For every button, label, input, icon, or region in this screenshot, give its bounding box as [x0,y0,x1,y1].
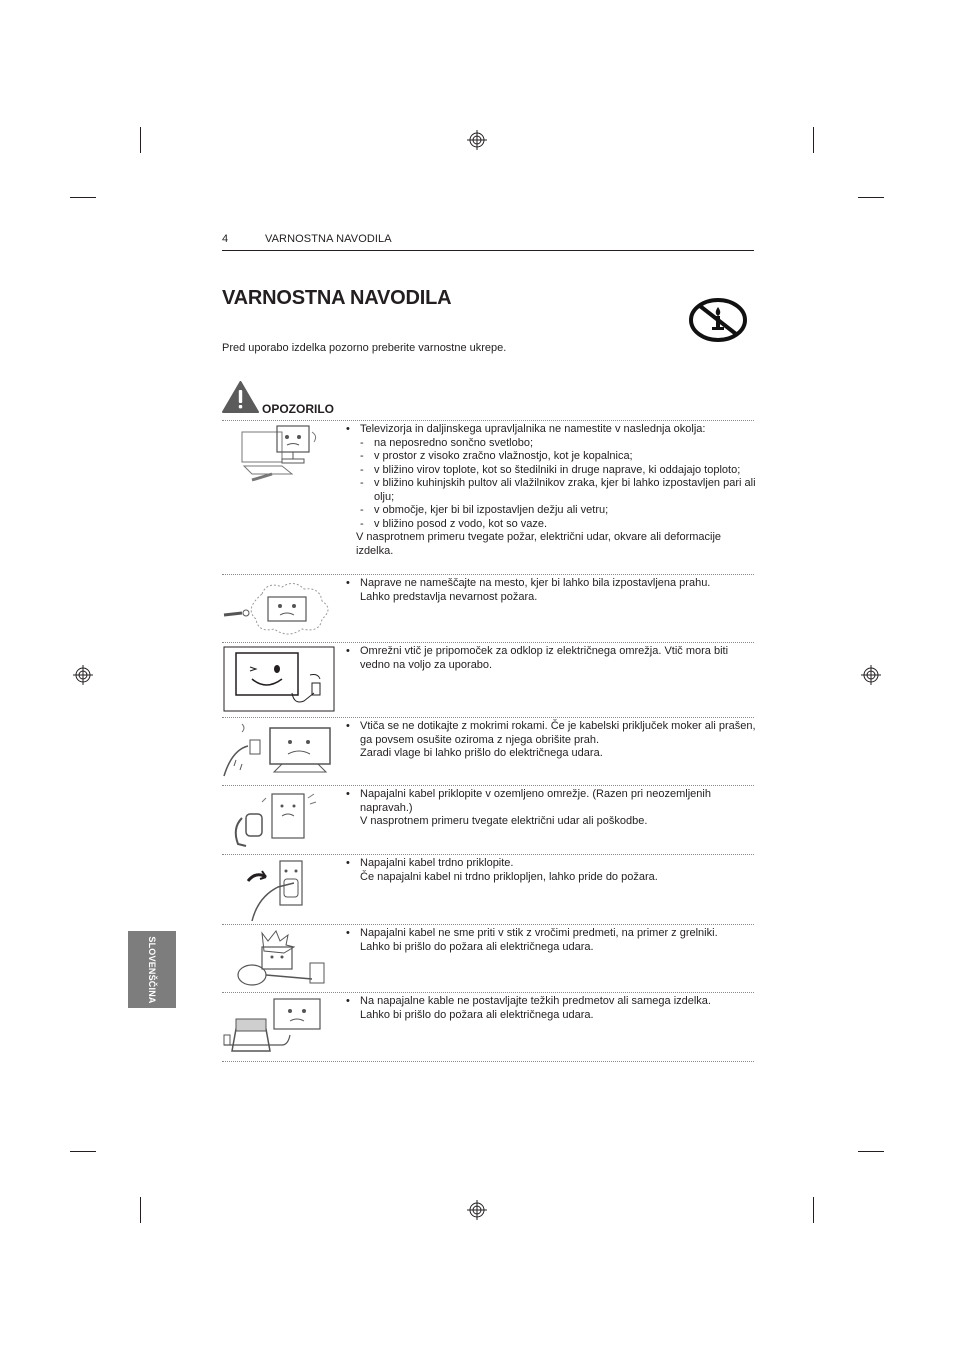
list-item [222,785,754,855]
instruction-text: • Vtiča se ne dotikajte z mokrimi rokami. Če je kabelski priključek moker ali prašen, ga povsem osušite oziroma z njega obrišite prah. Zaradi vlage bi lahko prišlo do električnega udara. [346,720,756,759]
instruction-text: • Napajalni kabel trdno priklopite. Če napajalni kabel ni trdno priklopljen, lahko pride do požara. [346,857,658,883]
page-number: 4 [222,233,229,245]
warning-label: OPOZORILO [262,402,334,416]
page-title: VARNOSTNA NAVODILA [222,287,452,309]
instruction-text: • Napajalni kabel priklopite v ozemljeno omrežje. (Razen pri neozemljenih napravah.) V nasprotnem primeru tvegate električni udar ali poškodbe. [346,788,711,827]
registration-mark-icon [73,665,93,685]
wet-hands-illustration-icon [222,720,340,784]
registration-mark-icon [467,1200,487,1220]
crop-mark [140,1197,141,1223]
intro-text: Pred uporabo izdelka pozorno preberite varnostne ukrepe. [222,342,507,354]
registration-mark-icon [467,130,487,150]
plug-firmly-illustration-icon [222,857,340,923]
crop-mark [70,1151,96,1152]
registration-mark-icon [861,665,881,685]
list-item [222,574,754,643]
crop-mark [140,127,141,153]
instruction-text: • Televizorja in daljinskega upravljalnika ne namestite v naslednja okolja: - na neposredno sončno svetlobo; - v prostor z visoko zračno vlažnostjo, kot je kopalnica; - v bližino virov toplote, kot so štedilniki in druge naprave, ki oddajajo toploto; - v bližino kuhinjskih pultov ali vlažilnikov zraka, kjer bi lahko izpostavljen pari ali olju; - v območje, kjer bi bil izpostavljen dežju ali vetru; - v bližino posod z vodo, kot so vaze. V nasprotnem primeru tvegate požar, električni udar, okvare ali deformacije izdelka. [346,423,756,557]
list-item [222,420,754,575]
heavy-object-illustration-icon [222,995,340,1061]
instruction-text: • Naprave ne nameščajte na mesto, kjer bi lahko bila izpostavljena prahu. Lahko predstavlja nevarnost požara. [346,577,711,603]
instruction-text: • Napajalni kabel ne sme priti v stik z vročimi predmeti, na primer z grelniki. Lahko bi prišlo do požara ali električnega udara. [346,927,718,953]
header-divider [222,250,754,251]
instruction-text: • Omrežni vtič je pripomoček za odklop iz električnega omrežja. Vtič mora biti vedno na voljo za uporabo. [346,645,729,671]
list-item [222,924,754,993]
crop-mark [813,127,814,153]
crop-mark [813,1197,814,1223]
table-bottom-divider [222,1061,754,1062]
list-item [222,717,754,786]
crop-mark [70,197,96,198]
list-item [222,642,754,718]
dust-illustration-icon [222,579,340,639]
warning-triangle-icon [222,381,259,413]
grounded-outlet-illustration-icon [222,788,340,854]
no-open-flame-icon [688,297,748,343]
running-header: VARNOSTNA NAVODILA [265,233,392,245]
list-item [222,854,754,925]
plug-access-illustration-icon [222,645,340,713]
language-tab-label: SLOVENŠČINA [147,935,157,1004]
language-tab [128,931,176,1008]
crop-mark [858,197,884,198]
heater-illustration-icon [222,927,340,991]
instruction-text: • Na napajalne kable ne postavljajte težkih predmetov ali samega izdelka. Lahko bi prišlo do požara ali električnega udara. [346,995,711,1021]
crop-mark [858,1151,884,1152]
list-item [222,992,754,1062]
tv-environment-illustration-icon [222,422,340,492]
